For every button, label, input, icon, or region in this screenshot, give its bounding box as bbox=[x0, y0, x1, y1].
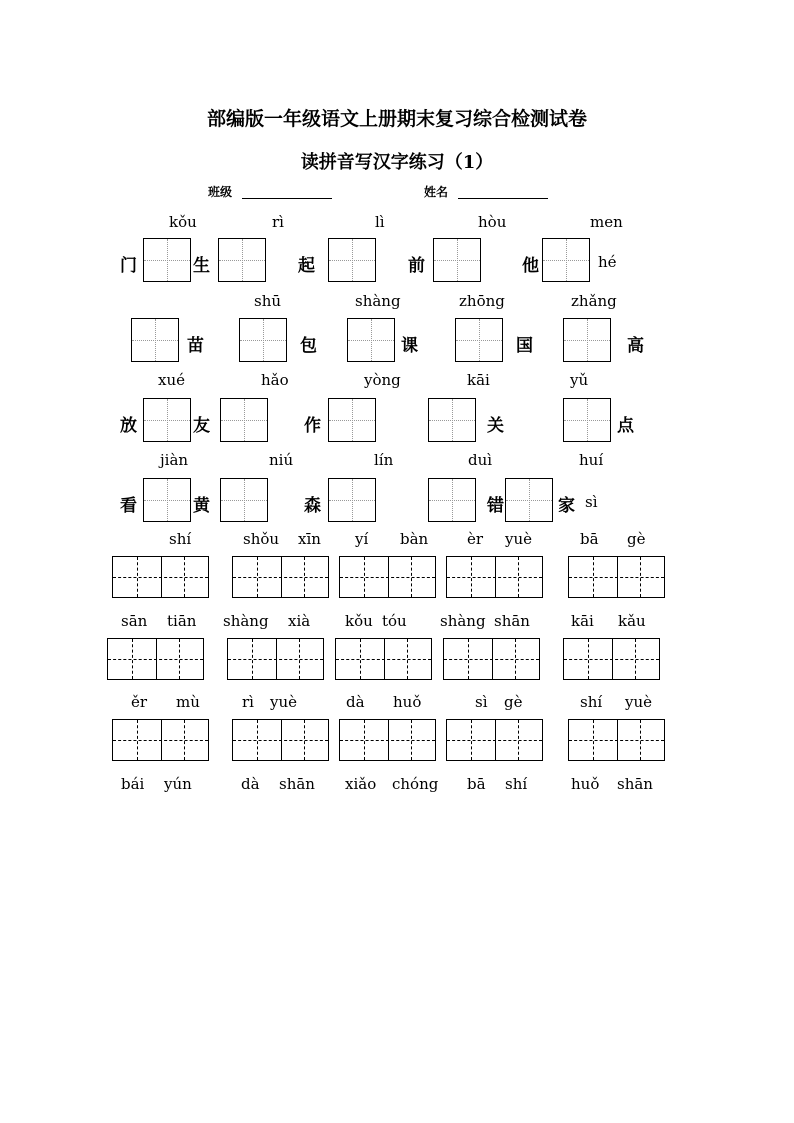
pinyin-label: shàng bbox=[355, 292, 401, 310]
writing-box[interactable] bbox=[563, 318, 611, 362]
pinyin-label: ěr bbox=[131, 693, 148, 711]
writing-box[interactable] bbox=[328, 398, 376, 442]
page-subtitle: 读拼音写汉字练习（1） bbox=[300, 152, 494, 173]
word-writing-box[interactable] bbox=[339, 719, 436, 761]
pinyin-label: xīn bbox=[298, 530, 321, 548]
given-character: 放 bbox=[120, 416, 137, 436]
pinyin-label: shān bbox=[617, 775, 653, 793]
pinyin-label: yòng bbox=[364, 371, 401, 389]
given-character: 前 bbox=[408, 256, 425, 276]
pinyin-label: kāi bbox=[571, 612, 594, 630]
writing-box[interactable] bbox=[218, 238, 266, 282]
word-writing-box[interactable] bbox=[568, 719, 665, 761]
writing-box[interactable] bbox=[143, 398, 191, 442]
given-character: 友 bbox=[193, 416, 210, 436]
page-title: 部编版一年级语文上册期末复习综合检测试卷 bbox=[206, 108, 587, 130]
given-character: 包 bbox=[300, 336, 317, 356]
word-writing-box[interactable] bbox=[443, 638, 540, 680]
pinyin-label: bā bbox=[580, 530, 599, 548]
given-character: 他 bbox=[522, 256, 539, 276]
writing-box[interactable] bbox=[328, 478, 376, 522]
pinyin-label: huí bbox=[579, 451, 604, 469]
pinyin-label: yǔ bbox=[570, 371, 589, 389]
pinyin-label: yún bbox=[164, 775, 192, 793]
pinyin-label: niú bbox=[269, 451, 294, 469]
word-writing-box[interactable] bbox=[112, 556, 209, 598]
pinyin-label: shí bbox=[505, 775, 528, 793]
given-character: 起 bbox=[298, 256, 315, 276]
writing-box[interactable] bbox=[220, 478, 268, 522]
pinyin-label: sì bbox=[585, 493, 598, 511]
name-label: 姓名 bbox=[424, 185, 449, 199]
pinyin-label: dà bbox=[346, 693, 365, 711]
pinyin-label: xià bbox=[288, 612, 311, 630]
pinyin-label: shàng bbox=[223, 612, 269, 630]
pinyin-label: chóng bbox=[392, 775, 439, 793]
pinyin-label: yuè bbox=[270, 693, 298, 711]
given-character: 生 bbox=[193, 256, 210, 276]
given-character: 错 bbox=[487, 496, 504, 516]
pinyin-label: yí bbox=[355, 530, 369, 548]
pinyin-label: kǒu bbox=[169, 213, 197, 231]
pinyin-label: yuè bbox=[505, 530, 533, 548]
class-label: 班级 bbox=[208, 185, 233, 199]
pinyin-label: shān bbox=[494, 612, 530, 630]
pinyin-label: kǎu bbox=[618, 612, 646, 630]
pinyin-label: lì bbox=[375, 213, 385, 231]
pinyin-label: mù bbox=[176, 693, 200, 711]
pinyin-label: gè bbox=[627, 530, 646, 548]
pinyin-label: èr bbox=[467, 530, 484, 548]
writing-box[interactable] bbox=[563, 398, 611, 442]
given-character: 看 bbox=[120, 496, 137, 516]
writing-box[interactable] bbox=[542, 238, 590, 282]
pinyin-label: huǒ bbox=[393, 693, 422, 711]
pinyin-label: tiān bbox=[167, 612, 197, 630]
given-character: 苗 bbox=[187, 336, 204, 356]
writing-box[interactable] bbox=[433, 238, 481, 282]
pinyin-label: zhōng bbox=[459, 292, 505, 310]
word-writing-box[interactable] bbox=[335, 638, 432, 680]
writing-box[interactable] bbox=[505, 478, 553, 522]
pinyin-label: xiǎo bbox=[345, 775, 377, 793]
writing-box[interactable] bbox=[220, 398, 268, 442]
writing-box[interactable] bbox=[239, 318, 287, 362]
word-writing-box[interactable] bbox=[107, 638, 204, 680]
given-character: 高 bbox=[627, 336, 644, 356]
writing-box[interactable] bbox=[143, 478, 191, 522]
writing-box[interactable] bbox=[328, 238, 376, 282]
pinyin-label: kǒu bbox=[345, 612, 373, 630]
given-character: 家 bbox=[558, 496, 575, 516]
given-character: 作 bbox=[304, 416, 321, 436]
given-character: 国 bbox=[516, 336, 533, 356]
pinyin-label: kāi bbox=[467, 371, 490, 389]
pinyin-label: gè bbox=[504, 693, 523, 711]
word-writing-box[interactable] bbox=[446, 719, 543, 761]
given-character: 森 bbox=[304, 496, 321, 516]
name-field[interactable] bbox=[458, 182, 548, 199]
pinyin-label: xué bbox=[158, 371, 185, 389]
pinyin-label: shàng bbox=[440, 612, 486, 630]
word-writing-box[interactable] bbox=[446, 556, 543, 598]
writing-box[interactable] bbox=[428, 478, 476, 522]
pinyin-label: yuè bbox=[625, 693, 653, 711]
given-character: 门 bbox=[120, 256, 137, 276]
pinyin-label: sì bbox=[475, 693, 488, 711]
pinyin-label: shí bbox=[169, 530, 192, 548]
given-character: 关 bbox=[487, 416, 504, 436]
pinyin-label: bái bbox=[121, 775, 145, 793]
pinyin-label: hǎo bbox=[261, 371, 289, 389]
word-writing-box[interactable] bbox=[232, 556, 329, 598]
pinyin-label: dà bbox=[241, 775, 260, 793]
pinyin-label: hòu bbox=[478, 213, 507, 231]
word-writing-box[interactable] bbox=[568, 556, 665, 598]
writing-box[interactable] bbox=[347, 318, 395, 362]
pinyin-label: bàn bbox=[400, 530, 429, 548]
class-field[interactable] bbox=[242, 182, 332, 199]
writing-box[interactable] bbox=[455, 318, 503, 362]
pinyin-label: men bbox=[590, 213, 623, 231]
word-writing-box[interactable] bbox=[563, 638, 660, 680]
pinyin-label: bā bbox=[467, 775, 486, 793]
writing-box[interactable] bbox=[131, 318, 179, 362]
pinyin-label: rì bbox=[272, 213, 284, 231]
writing-box[interactable] bbox=[428, 398, 476, 442]
pinyin-label: duì bbox=[468, 451, 493, 469]
pinyin-label: rì bbox=[242, 693, 254, 711]
pinyin-label: tóu bbox=[382, 612, 407, 630]
pinyin-label: lín bbox=[374, 451, 394, 469]
given-character: 黄 bbox=[193, 496, 210, 516]
pinyin-label: hé bbox=[598, 253, 617, 271]
writing-box[interactable] bbox=[143, 238, 191, 282]
word-writing-box[interactable] bbox=[232, 719, 329, 761]
pinyin-label: sān bbox=[121, 612, 148, 630]
pinyin-label: zhǎng bbox=[571, 292, 617, 310]
given-character: 课 bbox=[401, 336, 418, 356]
word-writing-box[interactable] bbox=[227, 638, 324, 680]
word-writing-box[interactable] bbox=[339, 556, 436, 598]
pinyin-label: shǒu bbox=[243, 530, 280, 548]
given-character: 点 bbox=[617, 416, 634, 436]
pinyin-label: huǒ bbox=[571, 775, 600, 793]
word-writing-box[interactable] bbox=[112, 719, 209, 761]
pinyin-label: shū bbox=[254, 292, 282, 310]
pinyin-label: shān bbox=[279, 775, 315, 793]
pinyin-label: jiàn bbox=[160, 451, 189, 469]
pinyin-label: shí bbox=[580, 693, 603, 711]
